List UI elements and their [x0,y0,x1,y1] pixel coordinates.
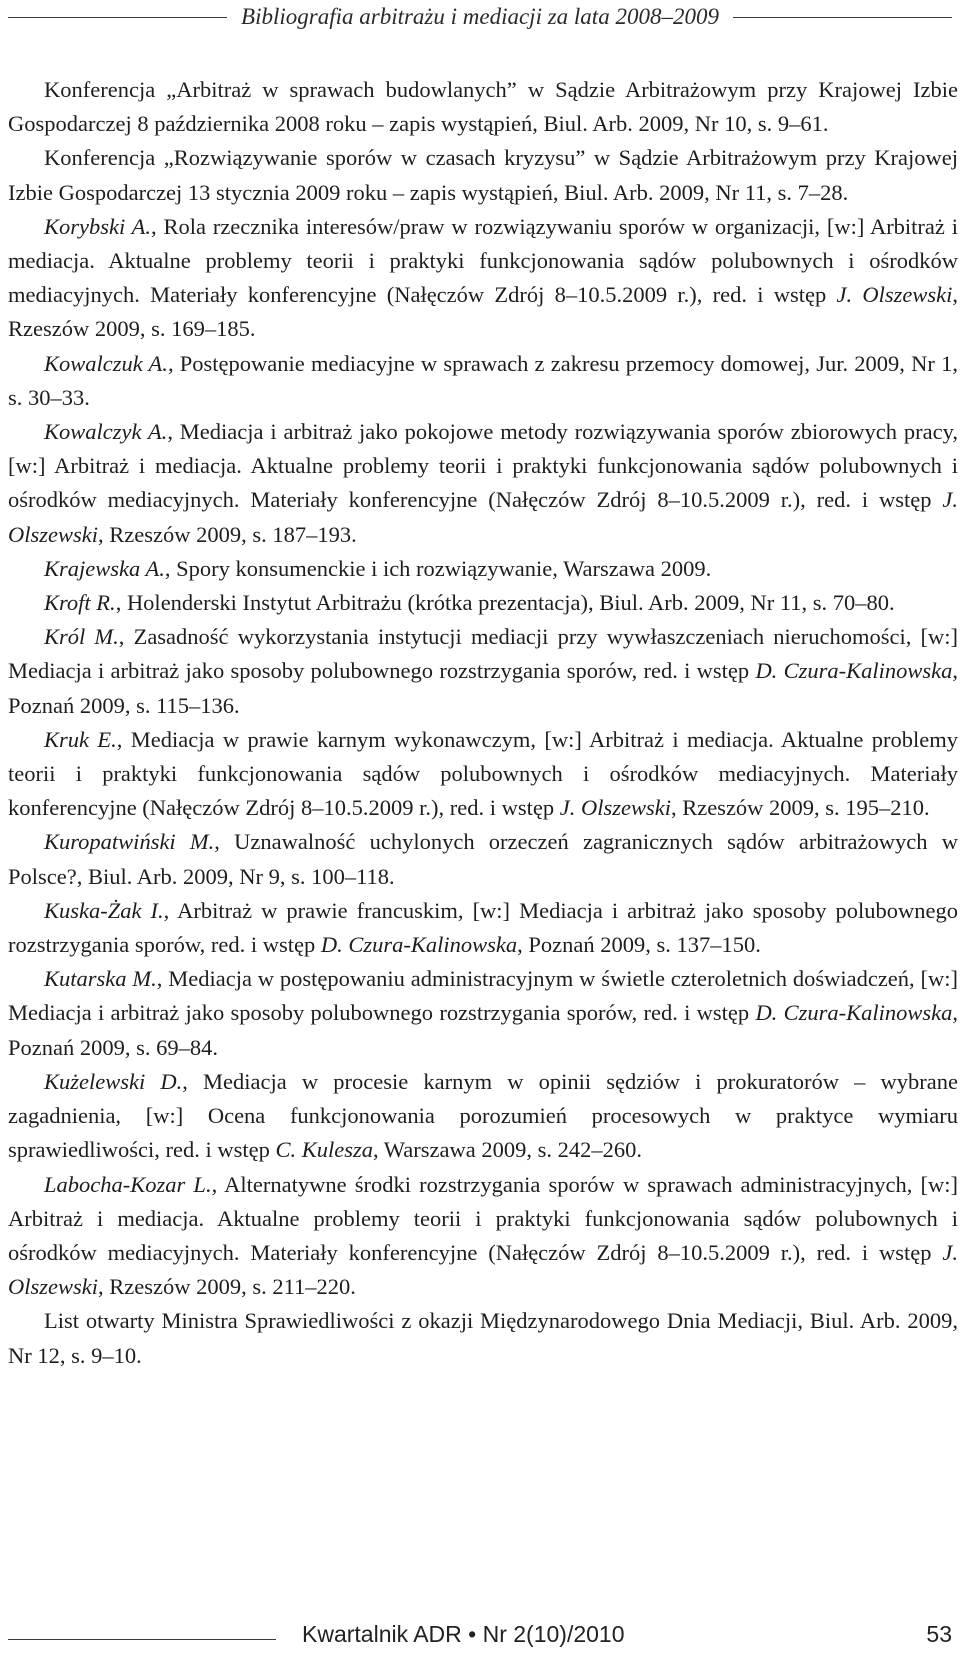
entry-tail: , Poznań 2009, s. 69–84. [8,1000,958,1060]
journal-name: Kwartalnik ADR • Nr 2(10)/2010 [302,1621,625,1647]
page-footer [0,1617,960,1651]
entry-editor: J. Olszewski [836,282,953,308]
entry-text: , Mediacja w postępowaniu administracyjnym w świetle czteroletnich doświadczeń, [w:] Mediacja i arbitraż jako sposoby polubownego rozstrzygania sporów, red. i wstęp [8,966,959,1026]
bibliography-entries [8,73,958,1373]
header-rule-left [8,17,227,18]
entry-text: , Rola rzecznika interesów/praw w rozwiązywaniu sporów w organizacji, [w:] Arbitraż i mediacja. Aktualne problemy teorii i praktyki funkcjonowania sądów polubownych i ośrodków mediacyjnych. Materiały konferencyjne (Nałęczów Zdrój 8–10.5.2009 r.), red. i wstęp [8,213,958,308]
entry-author: Krajewska A. [44,555,165,581]
entry-author: Kuska-Żak I. [44,897,164,923]
entry-author: Kroft R. [44,590,116,616]
entry-text: , Zasadność wykorzystania instytucji mediacji przy wywłaszczeniach nieruchomości, [w:] Mediacja i arbitraż jako sposoby polubownego rozstrzygania sporów, red. i wstęp [8,624,958,684]
running-title: Bibliografia arbitrażu i mediacji za lata 2008–2009 [241,4,719,29]
entry-editor: C. Kulesza [275,1137,373,1163]
entry-tail: , Poznań 2009, s. 115–136. [8,658,958,718]
entry-author: Labocha-Kozar L. [44,1171,212,1197]
bibliography-entry [8,347,958,415]
entry-author: Król M. [44,624,119,650]
entry-tail: , Rzeszów 2009, s. 169–185. [8,282,958,342]
entry-editor: J. Olszewski [559,795,671,821]
bibliography-entry [8,73,958,141]
entry-text: , Mediacja w prawie karnym wykonawczym, [w:] Arbitraż i mediacja. Aktualne problemy teorii i praktyki funkcjonowania sądów polubownych i ośrodków mediacyjnych. Materiały konferencyjne (Nałęczów Zdrój 8–10.5.2009 r.), red. i wstęp [8,726,958,821]
bibliography-entry [8,723,958,826]
bibliography-entry [8,1304,958,1372]
entry-text: List otwarty Ministra Sprawiedliwości z okazji Międzynarodowego Dnia Mediacji, Biul. Arb. 2009, Nr 12, s. 9–10. [8,1308,958,1368]
entry-text: Konferencja „Rozwiązywanie sporów w czasach kryzysu” w Sądzie Arbitrażowym przy Krajowej Izbie Gospodarczej 13 stycznia 2009 roku – zapis wystąpień, Biul. Arb. 2009, Nr 11, s. 7–28. [8,145,958,205]
header-rule-right [733,17,952,18]
bibliography-entry [8,620,958,723]
entry-author: Kutarska M. [44,966,157,992]
bibliography-entry [8,894,958,962]
entry-author: Kużelewski D. [44,1068,183,1094]
entry-editor: D. Czura-Kalinowska [755,1000,953,1026]
entry-text: , Arbitraż w prawie francuskim, [w:] Mediacja i arbitraż jako sposoby polubownego rozstrzygania sporów, red. i wstęp [8,897,958,958]
entry-tail: , Rzeszów 2009, s. 211–220. [98,1274,356,1300]
running-header [0,0,960,34]
entry-author: Kruk E. [44,726,117,752]
bibliography-entry [8,415,958,552]
entry-author: Kowalczyk A. [44,419,168,445]
entry-editor: D. Czura-Kalinowska [320,932,518,958]
entry-author: Kuropatwiński M. [44,829,215,855]
bibliography-entry [8,210,958,347]
bibliography-entry [8,962,958,1065]
entry-editor: J. Olszewski [8,487,958,547]
bibliography-entry [8,1168,958,1305]
entry-editor: D. Czura-Kalinowska [755,658,953,684]
bibliography-entry [8,552,958,586]
bibliography-entry [8,1065,958,1168]
entry-text: , Mediacja i arbitraż jako pokojowe metody rozwiązywania sporów zbiorowych pracy, [w:] Arbitraż i mediacja. Aktualne problemy teorii i praktyki funkcjonowania sądów polubownych i ośrodków mediacyjnych. Materiały konferencyjne (Nałęczów Zdrój 8–10.5.2009 r.), red. i wstęp [8,419,958,513]
entry-author: Kowalczuk A. [44,350,168,376]
entry-tail: , Rzeszów 2009, s. 195–210. [670,795,930,821]
entry-text: , Mediacja w procesie karnym w opinii sędziów i prokuratorów – wybrane zagadnienia, [w:] Ocena funkcjonowania porozumień procesowych w praktyce wymiaru sprawiedliwości, red. i wstęp [8,1068,958,1163]
entry-text: , Postępowanie mediacyjne w sprawach z zakresu przemocy domowej, Jur. 2009, Nr 1, s. 30–33. [8,350,958,410]
entry-editor: J. Olszewski [8,1239,958,1300]
bibliography-entry [8,825,958,893]
page-number: 53 [926,1621,952,1647]
entry-tail: , Rzeszów 2009, s. 187–193. [98,521,357,547]
entry-tail: , Poznań 2009, s. 137–150. [517,932,761,958]
bibliography-entry [8,141,958,209]
entry-text: , Spory konsumenckie i ich rozwiązywanie, Warszawa 2009. [164,555,712,581]
entry-text: Konferencja „Arbitraż w sprawach budowlanych” w Sądzie Arbitrażowym przy Krajowej Izbie Gospodarczej 8 października 2008 roku – zapis wystąpień, Biul. Arb. 2009, Nr 10, s. 9–61. [8,77,958,137]
bibliography-entry [8,586,958,620]
entry-text: , Uznawalność uchylonych orzeczeń zagranicznych sądów arbitrażowych w Polsce?, Biul. Arb. 2009, Nr 9, s. 100–118. [8,829,958,889]
entry-tail: , Warszawa 2009, s. 242–260. [372,1137,642,1163]
entry-text: , Alternatywne środki rozstrzygania sporów w sprawach administracyjnych, [w:] Arbitraż i mediacja. Aktualne problemy teorii i praktyki funkcjonowania sądów polubownych i ośrodków mediacyjnych. Materiały konferencyjne (Nałęczów Zdrój 8–10.5.2009 r.), red. i wstęp [8,1171,958,1265]
footer-rule [8,1639,276,1640]
entry-author: Korybski A. [44,213,152,239]
entry-text: , Holenderski Instytut Arbitrażu (krótka prezentacja), Biul. Arb. 2009, Nr 11, s. 70–80. [115,590,895,616]
